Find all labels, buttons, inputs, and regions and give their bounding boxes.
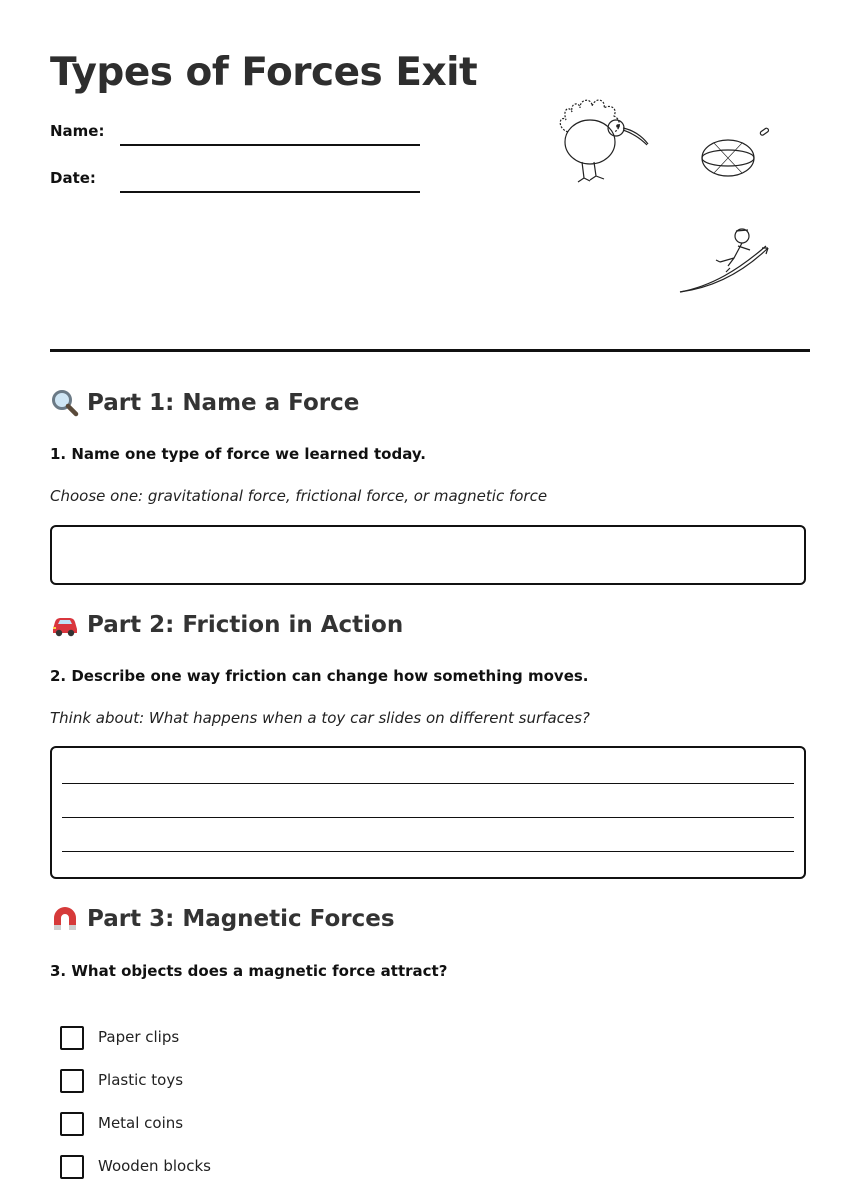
clip-art [530,50,810,300]
name-field [50,122,420,146]
name-label: Name: [50,122,105,140]
kiwi-bird-icon [560,100,648,182]
writing-line [62,851,794,852]
option-item[interactable] [60,1155,360,1179]
option-item[interactable] [60,1026,360,1050]
option-label: Plastic toys [98,1071,184,1089]
part-2-title: Part 2: Friction in Action [87,612,404,638]
writing-line [62,783,794,784]
option-item[interactable] [60,1112,360,1136]
date-label: Date: [50,169,96,187]
date-line[interactable] [120,191,420,193]
checkbox[interactable] [60,1069,84,1093]
question-1-hint: Choose one: gravitational force, frictional force, or magnetic force [50,487,548,505]
question-3: 3. What objects does a magnetic force attract? [50,962,448,980]
part-2-heading [50,610,403,640]
option-label: Metal coins [98,1114,184,1132]
header-divider [50,349,810,352]
football-icon [702,127,769,176]
answer-box-2[interactable] [50,746,806,879]
option-label: Wooden blocks [98,1157,211,1175]
name-line[interactable] [120,144,420,146]
magnet-icon [50,904,80,934]
option-label: Paper clips [98,1028,180,1046]
part-3-title: Part 3: Magnetic Forces [87,906,395,932]
writing-line [62,817,794,818]
option-item[interactable] [60,1069,360,1093]
checkbox[interactable] [60,1112,84,1136]
question-2-hint: Think about: What happens when a toy car slides on different surfaces? [50,709,590,727]
part-1-title: Part 1: Name a Force [87,390,360,416]
part-3-heading [50,904,395,934]
question-1: 1. Name one type of force we learned today. [50,445,426,463]
part-1-heading [50,388,359,418]
date-field [50,169,420,193]
answer-box-1[interactable] [50,525,806,585]
magnifying-glass-icon [50,388,80,418]
checkbox[interactable] [60,1026,84,1050]
page-title: Types of Forces Exit [50,50,478,95]
child-sliding-icon [680,229,768,292]
question-2: 2. Describe one way friction can change how something moves. [50,667,589,685]
red-car-icon [50,610,80,640]
checkbox[interactable] [60,1155,84,1179]
